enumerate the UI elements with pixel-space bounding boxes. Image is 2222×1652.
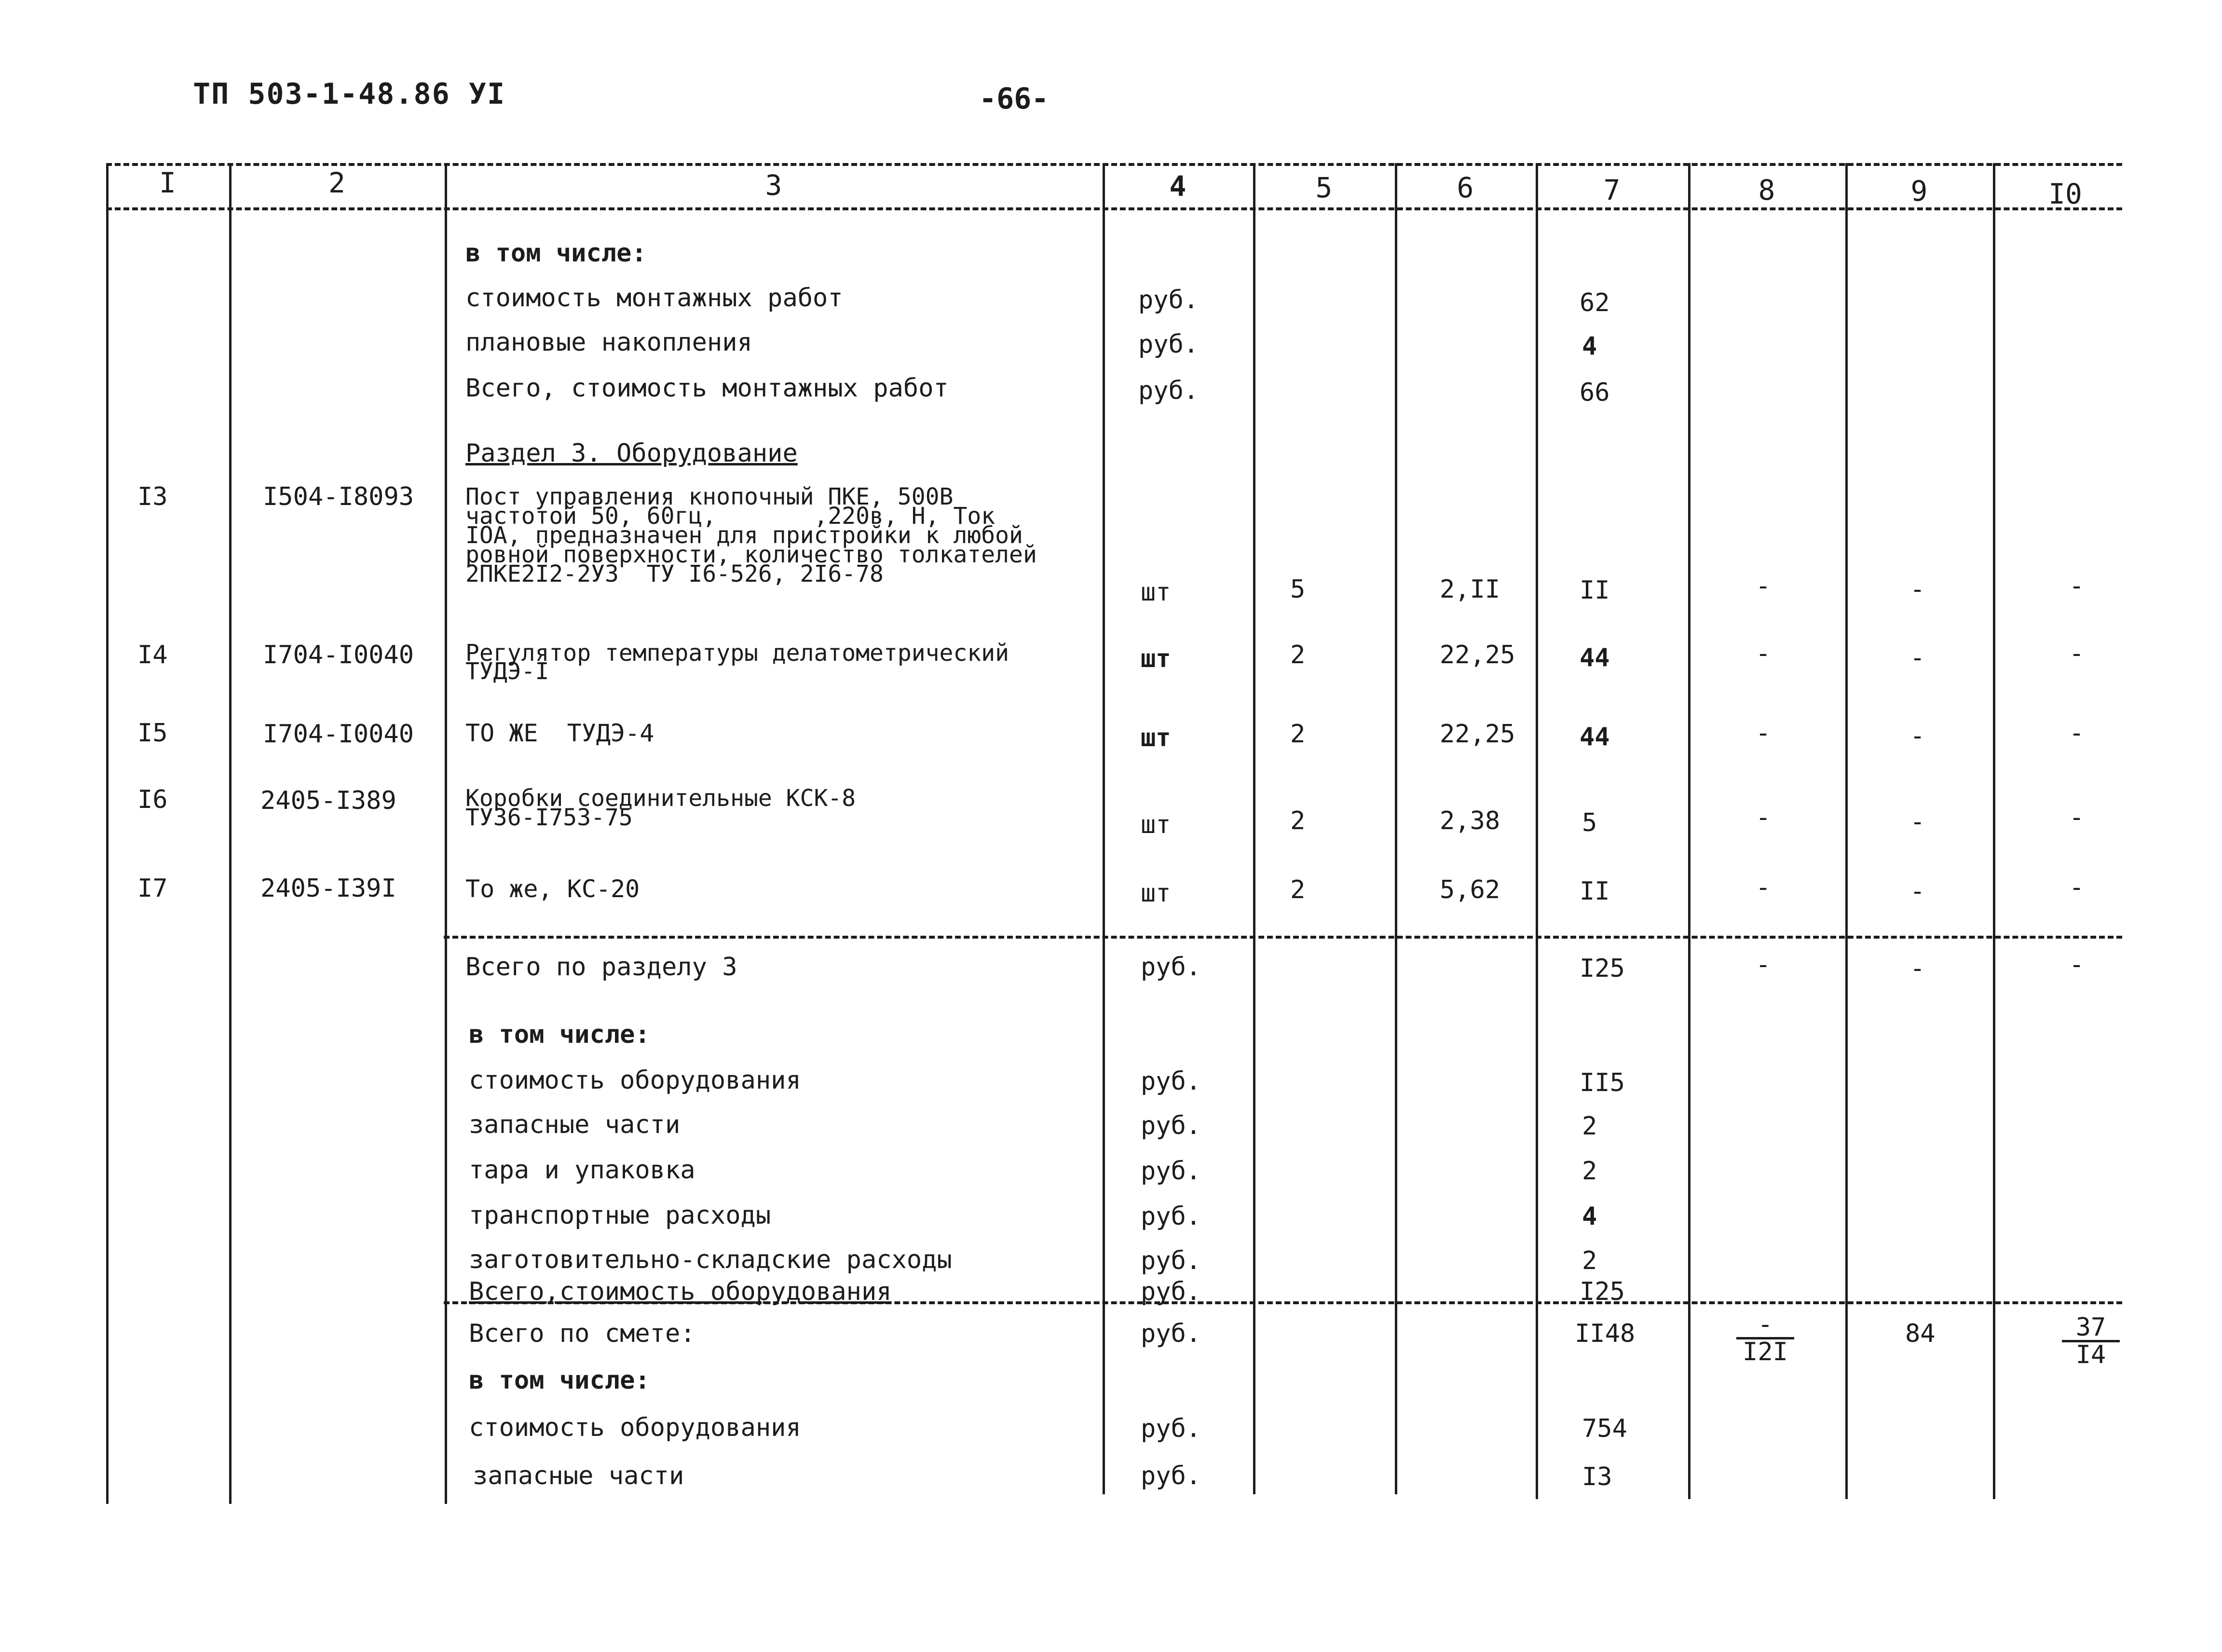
unit-cell: руб. xyxy=(1141,953,1201,982)
item-description: То же, КС-20 xyxy=(465,875,640,903)
col-header-7: 7 xyxy=(1603,174,1621,206)
col10-cell: - xyxy=(2069,803,2085,832)
item-description: Коробки соединительные КСК-8 ТУ36-I753-75 xyxy=(465,785,856,831)
col-border-6 xyxy=(1536,163,1538,1499)
total-cell: 44 xyxy=(1580,723,1610,751)
col10-cell: - xyxy=(2069,572,2085,601)
item-number: I4 xyxy=(137,641,168,669)
total-cell: I25 xyxy=(1580,954,1625,983)
list-item: запасные части xyxy=(469,1110,681,1139)
col9-cell: - xyxy=(1910,807,1925,836)
list-item: стоимость монтажных работ xyxy=(465,284,843,313)
col-border-7 xyxy=(1688,163,1690,1499)
unit-cell: руб. xyxy=(1141,1157,1201,1186)
col-border-0 xyxy=(106,163,109,1504)
section-title: Раздел 3. Оборудование xyxy=(465,439,798,468)
col-border-1 xyxy=(229,163,232,1504)
total-cell: II48 xyxy=(1575,1319,1636,1348)
header-bottom-border xyxy=(106,207,2122,210)
qty-cell: 2 xyxy=(1290,641,1306,669)
table-top-border xyxy=(106,163,2122,166)
section-total-label: Всего по разделу 3 xyxy=(465,953,737,982)
qty-cell: 2 xyxy=(1290,875,1306,904)
total-cell: 4 xyxy=(1582,332,1597,361)
col9-cell: - xyxy=(1910,643,1925,672)
col8-numerator: - xyxy=(1736,1312,1794,1339)
col10-cell: - xyxy=(2069,639,2085,668)
total-cell: 5 xyxy=(1582,808,1597,837)
col9-cell: - xyxy=(1910,575,1925,604)
col-header-8: 8 xyxy=(1758,174,1775,206)
col10-cell: - xyxy=(2069,950,2085,979)
price-cell: 22,25 xyxy=(1440,641,1515,669)
qty-cell: 2 xyxy=(1290,720,1306,749)
col-header-2: 2 xyxy=(328,166,345,199)
unit-cell: шт xyxy=(1141,644,1171,673)
qty-cell: 2 xyxy=(1290,806,1306,835)
price-cell: 5,62 xyxy=(1440,875,1500,904)
col-border-5 xyxy=(1395,163,1397,1494)
item-description: ТО ЖЕ ТУДЭ-4 xyxy=(465,719,654,747)
col10-fraction xyxy=(2062,1315,2120,1367)
total-cell: II xyxy=(1580,877,1610,906)
total-cell: II5 xyxy=(1580,1068,1625,1097)
col8-fraction xyxy=(1736,1312,1794,1365)
unit-cell: руб. xyxy=(1141,1319,1201,1348)
item-code: 2405-I39I xyxy=(260,874,396,903)
col10-numerator: 37 xyxy=(2062,1315,2120,1342)
col10-cell: - xyxy=(2069,719,2085,748)
unit-cell: руб. xyxy=(1138,330,1199,359)
item-number: I3 xyxy=(137,482,168,511)
total-cell: 2 xyxy=(1582,1157,1597,1186)
col-border-4 xyxy=(1253,163,1255,1494)
item-code: 2405-I389 xyxy=(260,786,396,815)
col-border-9 xyxy=(1993,163,1995,1499)
col9-cell: - xyxy=(1910,722,1925,751)
item-number: I5 xyxy=(137,719,168,748)
price-cell: 22,25 xyxy=(1440,720,1515,749)
list-item: в том числе: xyxy=(469,1020,650,1049)
list-item: стоимость оборудования xyxy=(469,1066,801,1095)
unit-cell: шт xyxy=(1141,810,1171,839)
unit-cell: шт xyxy=(1141,578,1171,607)
col-header-6: 6 xyxy=(1457,171,1474,204)
unit-cell: руб. xyxy=(1141,1202,1201,1231)
list-item: в том числе: xyxy=(465,239,647,268)
total-cell: I3 xyxy=(1582,1462,1612,1491)
col10-cell: - xyxy=(2069,873,2085,902)
col10-denominator: I4 xyxy=(2075,1340,2106,1369)
item-description: Пост управления кнопочный ПКЕ, 500В частотой 50, 60гц, ,220в, Н, Ток IOA, предназначен для пристройки к любой ровной поверхности, количество толкателей 2ПКЕ2I2-2У3 ТУ I6-526, 2I6-78 xyxy=(465,483,1037,587)
item-code: I704-I0040 xyxy=(263,720,414,749)
list-item: заготовительно-складские расходы xyxy=(469,1245,952,1274)
col-header-1: I xyxy=(159,166,176,199)
list-item: в том числе: xyxy=(469,1366,650,1395)
total-cell: 754 xyxy=(1582,1414,1627,1443)
unit-cell: руб. xyxy=(1138,376,1199,405)
item-number: I6 xyxy=(137,785,168,814)
page-number: -66- xyxy=(979,82,1049,116)
unit-cell: руб. xyxy=(1141,1277,1201,1306)
section-total-divider xyxy=(444,936,2122,939)
total-cell: II xyxy=(1580,576,1610,605)
col-border-2 xyxy=(445,163,447,1504)
total-cell: I25 xyxy=(1580,1277,1625,1306)
col9-cell: 84 xyxy=(1905,1319,1936,1348)
list-item: тара и упаковка xyxy=(469,1156,695,1185)
total-cell: 2 xyxy=(1582,1246,1597,1275)
total-cell: 44 xyxy=(1580,643,1610,672)
price-cell: 2,38 xyxy=(1440,806,1500,835)
unit-cell: руб. xyxy=(1141,1246,1201,1275)
list-item: запасные части xyxy=(473,1461,684,1490)
item-code: I504-I8093 xyxy=(263,482,414,511)
col8-cell: - xyxy=(1756,950,1771,979)
unit-cell: руб. xyxy=(1141,1461,1201,1490)
total-cell: 4 xyxy=(1582,1202,1597,1231)
unit-cell: руб. xyxy=(1141,1067,1201,1096)
col-border-3 xyxy=(1103,163,1105,1494)
total-cell: 66 xyxy=(1580,378,1610,407)
price-cell: 2,II xyxy=(1440,575,1500,604)
unit-cell: шт xyxy=(1141,724,1171,752)
col-header-9: 9 xyxy=(1910,175,1928,207)
list-item: транспортные расходы xyxy=(469,1201,771,1230)
unit-cell: руб. xyxy=(1138,286,1199,314)
list-item: стоимость оборудования xyxy=(469,1413,801,1442)
item-description: Регулятор температуры делатометрический ТУДЭ-I xyxy=(465,640,1009,685)
col-header-3: 3 xyxy=(765,169,782,202)
col8-denominator: I2I xyxy=(1743,1338,1788,1366)
estimate-total-label: Всего по смете: xyxy=(469,1319,695,1348)
list-item: плановые накопления xyxy=(465,328,752,357)
total-cell: 2 xyxy=(1582,1112,1597,1141)
col-border-8 xyxy=(1845,163,1848,1499)
document-code: ТП 503-1-48.86 УI xyxy=(193,77,506,111)
list-item: Всего, стоимость монтажных работ xyxy=(465,374,949,403)
col-header-10: I0 xyxy=(2048,177,2082,210)
unit-cell: шт xyxy=(1141,879,1171,908)
col8-cell: - xyxy=(1756,572,1771,601)
col-header-5: 5 xyxy=(1315,171,1333,204)
list-item: Всего,стоимость оборудования xyxy=(469,1277,892,1306)
col8-cell: - xyxy=(1756,719,1771,748)
unit-cell: руб. xyxy=(1141,1111,1201,1140)
item-number: I7 xyxy=(137,874,168,903)
col8-cell: - xyxy=(1756,803,1771,832)
col9-cell: - xyxy=(1910,954,1925,983)
unit-cell: руб. xyxy=(1141,1414,1201,1443)
col8-cell: - xyxy=(1756,639,1771,668)
col-header-4: 4 xyxy=(1169,170,1186,203)
qty-cell: 5 xyxy=(1290,575,1306,604)
item-code: I704-I0040 xyxy=(263,641,414,669)
total-cell: 62 xyxy=(1580,288,1610,317)
col9-cell: - xyxy=(1910,877,1925,906)
col8-cell: - xyxy=(1756,873,1771,902)
